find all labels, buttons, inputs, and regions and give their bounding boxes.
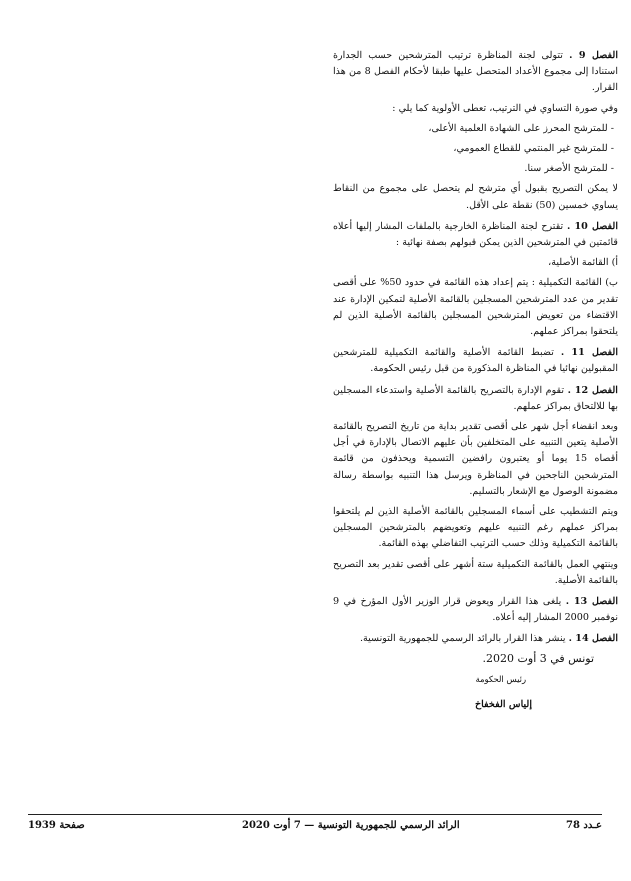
article-14-text: ينشر هذا القرار بالرائد الرسمي للجمهورية التونسية. [359,632,566,644]
article-9-heading: الفصل 9 . [569,50,618,61]
article-13 [333,594,618,626]
article-9 [333,48,618,97]
page-number: صفحة 1939 [28,820,85,831]
signatory-name: إلياس الفخفاخ [474,698,532,710]
tie-break-rule: - للمترشح الأصغر سنا. [524,163,614,175]
article-10-heading: الفصل 10 . [567,220,618,232]
tie-break-rule: - للمترشح المحرز على الشهادة العلمية الأعلى، [428,122,614,134]
page-footer [28,820,602,838]
article-14 [333,631,618,647]
article-11-text: تضبط القائمة الأصلية والقائمة التكميلية للمترشحين المقبولين نهائيا في المناظرة المذكورة من قبل رئيس الحكومة. [333,347,618,375]
article-12-replacement: ويتم التشطيب على أسماء المسجلين بالقائمة الأصلية الذين لم يلتحقوا بمراكز عملهم رغم التنبيه عليهم وتعويضهم بالمترشحين المسجلين بالقائمة التكميلية وذلك حسب الترتيب التفاضلي بهذه القائمة. [333,506,618,550]
article-13-heading: الفصل 13 . [565,596,618,608]
decree-text-column [333,48,618,723]
article-9-text: تتولى لجنة المناظرة ترتيب المترشحين حسب الجدارة استنادا إلى مجموع الأعداد المتحصل عليها طبقا لأحكام الفصل 8 من هذا القرار. [333,50,619,94]
tie-break-rule: - للمترشح غير المنتمي للقطاع العمومي، [453,143,614,155]
article-12-deadline: وبعد انقضاء أجل شهر على أقصى تقدير بداية من تاريخ التصريح بالقائمة الأصلية يتعين التنبيه على المتخلفين بأن عليهم الاتصال بالإدارة في أجل أقصاه 15 يوما أو يعتبرون رافضين التسمية ويحذفون من قائمة المترشحين الناجحين في المناظرة ويرسل هذا التنبيه بواسطة رسالة مضمونة الوصول مع الإشعار بالتسليم. [333,421,618,497]
article-12-heading: الفصل 12 . [567,384,618,396]
article-11 [333,345,618,377]
minimum-score-rule: لا يمكن التصريح بقبول أي مترشح لم يتحصل على مجموع من النقاط يساوي خمسين (50) نقطة على الأقل. [333,183,618,211]
signatory-title: رئيس الحكومة [475,673,526,684]
article-10-text: تقترح لجنة المناظرة الخارجية بالملفات المشار إليها أعلاه قائمتين في المترشحين الذين يمكن قبولهم بصفة نهائية : [333,220,618,249]
article-12-text: تقوم الإدارة بالتصريح بالقائمة الأصلية واستدعاء المسجلين بها للالتحاق بمراكز عملهم. [333,384,618,412]
article-13-text: يلغى هذا القرار ويعوض قرار الوزير الأول المؤرخ في 9 نوفمبر 2000 المشار إليه أعلاه. [333,596,618,624]
article-14-heading: الفصل 14 . [568,632,618,644]
journal-title-date: الرائد الرسمي للجمهورية التونسية — 7 أوت 2020 [242,820,460,831]
article-10 [333,219,618,251]
article-11-heading: الفصل 11 . [560,347,618,359]
article-12 [333,383,618,415]
footer-divider [28,814,602,815]
article-12-expiry: وينتهي العمل بالقائمة التكميلية ستة أشهر على أقصى تقدير بعد التصريح بالقائمة الأصلية. [333,558,618,586]
signing-date: تونس في 3 أوت 2020. [482,651,594,665]
issue-number: عـدد 78 [565,820,602,831]
supplementary-list-item: ب) القائمة التكميلية : يتم إعداد هذه القائمة في حدود 50% على أقصى تقدير من عدد المترشحين المسجلين بالقائمة الأصلية لتمكين الإدارة عند الاقتضاء من تعويض المترشحين المسجلين بالقائمة الأصلية الذين لم يلتحقوا بمراكز عملهم. [333,277,619,338]
tie-break-intro: وفي صورة التساوي في الترتيب، تعطى الأولوية كما يلي : [392,102,618,114]
main-list-item: أ) القائمة الأصلية، [548,257,618,269]
